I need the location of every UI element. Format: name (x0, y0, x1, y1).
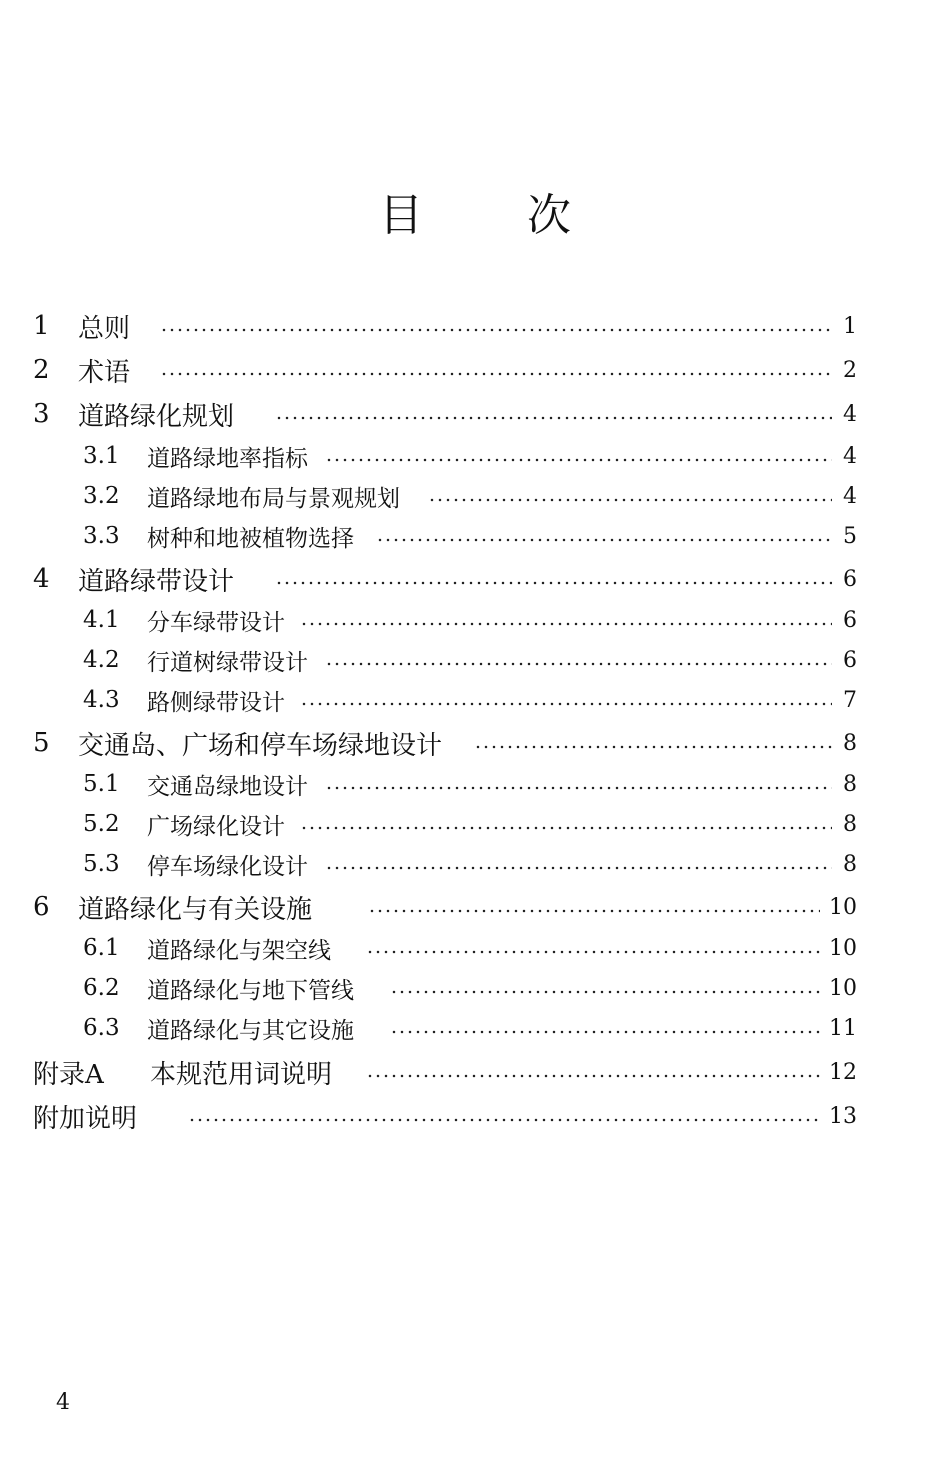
toc-entry-number: 5.2 (83, 811, 120, 837)
toc-entry-title: 道路绿化与有关设施 (78, 894, 313, 925)
toc-leader-dots (366, 1074, 820, 1078)
toc-entry-title: 停车场绿化设计 (147, 853, 308, 880)
toc-entry-number: 5.3 (83, 851, 120, 877)
toc-leader-dots (366, 950, 820, 954)
toc-entry-appendix[interactable] (0, 1057, 950, 1090)
toc-entry-title: 交通岛、广场和停车场绿地设计 (78, 730, 443, 761)
toc-entry-page: 8 (843, 771, 857, 797)
toc-subentry[interactable] (0, 849, 950, 879)
toc-subentry[interactable] (0, 769, 950, 799)
toc-entry-page: 12 (829, 1059, 857, 1085)
toc-subentry[interactable] (0, 809, 950, 839)
toc-entry[interactable] (0, 728, 950, 761)
toc-entry-title: 道路绿带设计 (78, 566, 235, 597)
toc-entry-page: 5 (843, 523, 857, 549)
title-char-1: 目 (379, 190, 423, 241)
toc-entry-title: 术语 (78, 357, 131, 388)
toc-leader-dots (300, 702, 832, 706)
toc-leader-dots (390, 1030, 820, 1034)
toc-subentry[interactable] (0, 441, 950, 471)
toc-entry-title: 道路绿化规划 (78, 401, 235, 432)
toc-leader-dots (325, 866, 832, 870)
toc-entry-page: 6 (843, 566, 857, 592)
toc-entry-page: 6 (843, 607, 857, 633)
toc-subentry[interactable] (0, 973, 950, 1003)
toc-entry-number: 附录A (33, 1059, 104, 1090)
toc-entry[interactable] (0, 311, 950, 344)
toc-leader-dots (300, 622, 832, 626)
toc-entry-page: 4 (843, 443, 857, 469)
toc-entry-page: 8 (843, 851, 857, 877)
toc-entry-number: 4 (33, 564, 50, 594)
toc-leader-dots (300, 826, 832, 830)
toc-subentry[interactable] (0, 1013, 950, 1043)
toc-subentry[interactable] (0, 933, 950, 963)
toc-entry-title: 交通岛绿地设计 (147, 773, 308, 800)
toc-leader-dots (325, 458, 832, 462)
toc-entry-number: 3 (33, 399, 50, 429)
toc-subentry[interactable] (0, 645, 950, 675)
toc-entry-page: 4 (843, 401, 857, 427)
toc-entry[interactable] (0, 892, 950, 925)
toc-entry-title: 本规范用词说明 (150, 1059, 333, 1090)
toc-entry-page: 2 (843, 357, 857, 383)
toc-leader-dots (275, 581, 832, 585)
toc-leader-dots (275, 416, 832, 420)
toc-entry-number: 5 (33, 728, 50, 758)
toc-entry-number: 2 (33, 355, 50, 385)
toc-entry-page: 10 (829, 935, 857, 961)
toc-entry-number: 4.2 (83, 647, 120, 673)
toc-entry-title: 道路绿地率指标 (147, 445, 308, 472)
toc-entry-number: 3.1 (83, 443, 120, 469)
toc-subentry[interactable] (0, 605, 950, 635)
toc-entry-title: 附加说明 (33, 1103, 138, 1134)
toc-entry-number: 1 (33, 311, 50, 341)
toc-entry-title: 道路绿化与地下管线 (147, 977, 354, 1004)
toc-leader-dots (428, 498, 832, 502)
title-char-2: 次 (527, 190, 571, 241)
toc-subentry[interactable] (0, 685, 950, 715)
toc-entry-page: 6 (843, 647, 857, 673)
toc-entry[interactable] (0, 564, 950, 597)
toc-entry-number: 3.3 (83, 523, 120, 549)
toc-entry-number: 4.3 (83, 687, 120, 713)
toc-leader-dots (188, 1118, 820, 1122)
toc-entry-number: 6.1 (83, 935, 120, 961)
toc-subentry[interactable] (0, 481, 950, 511)
toc-entry-title: 总则 (78, 313, 131, 344)
toc-entry-title: 道路绿化与其它设施 (147, 1017, 354, 1044)
toc-entry-title: 路侧绿带设计 (147, 689, 285, 716)
toc-entry-title: 道路绿化与架空线 (147, 937, 331, 964)
toc-leader-dots (160, 372, 832, 376)
toc-entry-title: 道路绿地布局与景观规划 (147, 485, 400, 512)
toc-entry-title: 行道树绿带设计 (147, 649, 308, 676)
toc-entry-number: 6.3 (83, 1015, 120, 1041)
toc-entry-number: 6 (33, 892, 50, 922)
toc-entry[interactable] (0, 399, 950, 432)
toc-entry-page: 11 (829, 1015, 857, 1041)
toc-entry-title: 广场绿化设计 (147, 813, 285, 840)
toc-entry-page: 1 (843, 313, 857, 339)
toc-entry-title: 树种和地被植物选择 (147, 525, 354, 552)
toc-entry-page: 4 (843, 483, 857, 509)
toc-entry-page: 8 (843, 730, 857, 756)
toc-leader-dots (376, 538, 832, 542)
toc-entry-page: 10 (829, 975, 857, 1001)
toc-entry-title: 分车绿带设计 (147, 609, 285, 636)
toc-leader-dots (325, 662, 832, 666)
toc-entry-number: 6.2 (83, 975, 120, 1001)
toc-subentry[interactable] (0, 521, 950, 551)
toc-leader-dots (390, 990, 820, 994)
toc-entry-supplement[interactable] (0, 1101, 950, 1134)
page-number: 4 (56, 1390, 70, 1415)
toc-entry[interactable] (0, 355, 950, 388)
toc-entry-page: 13 (829, 1103, 857, 1129)
toc-entry-page: 7 (843, 687, 857, 713)
toc-entry-page: 10 (829, 894, 857, 920)
toc-leader-dots (474, 745, 832, 749)
toc-entry-number: 4.1 (83, 607, 120, 633)
toc-leader-dots (368, 909, 820, 913)
toc-leader-dots (325, 786, 832, 790)
toc-entry-number: 3.2 (83, 483, 120, 509)
toc-leader-dots (160, 328, 832, 332)
toc-entry-number: 5.1 (83, 771, 120, 797)
toc-entry-page: 8 (843, 811, 857, 837)
